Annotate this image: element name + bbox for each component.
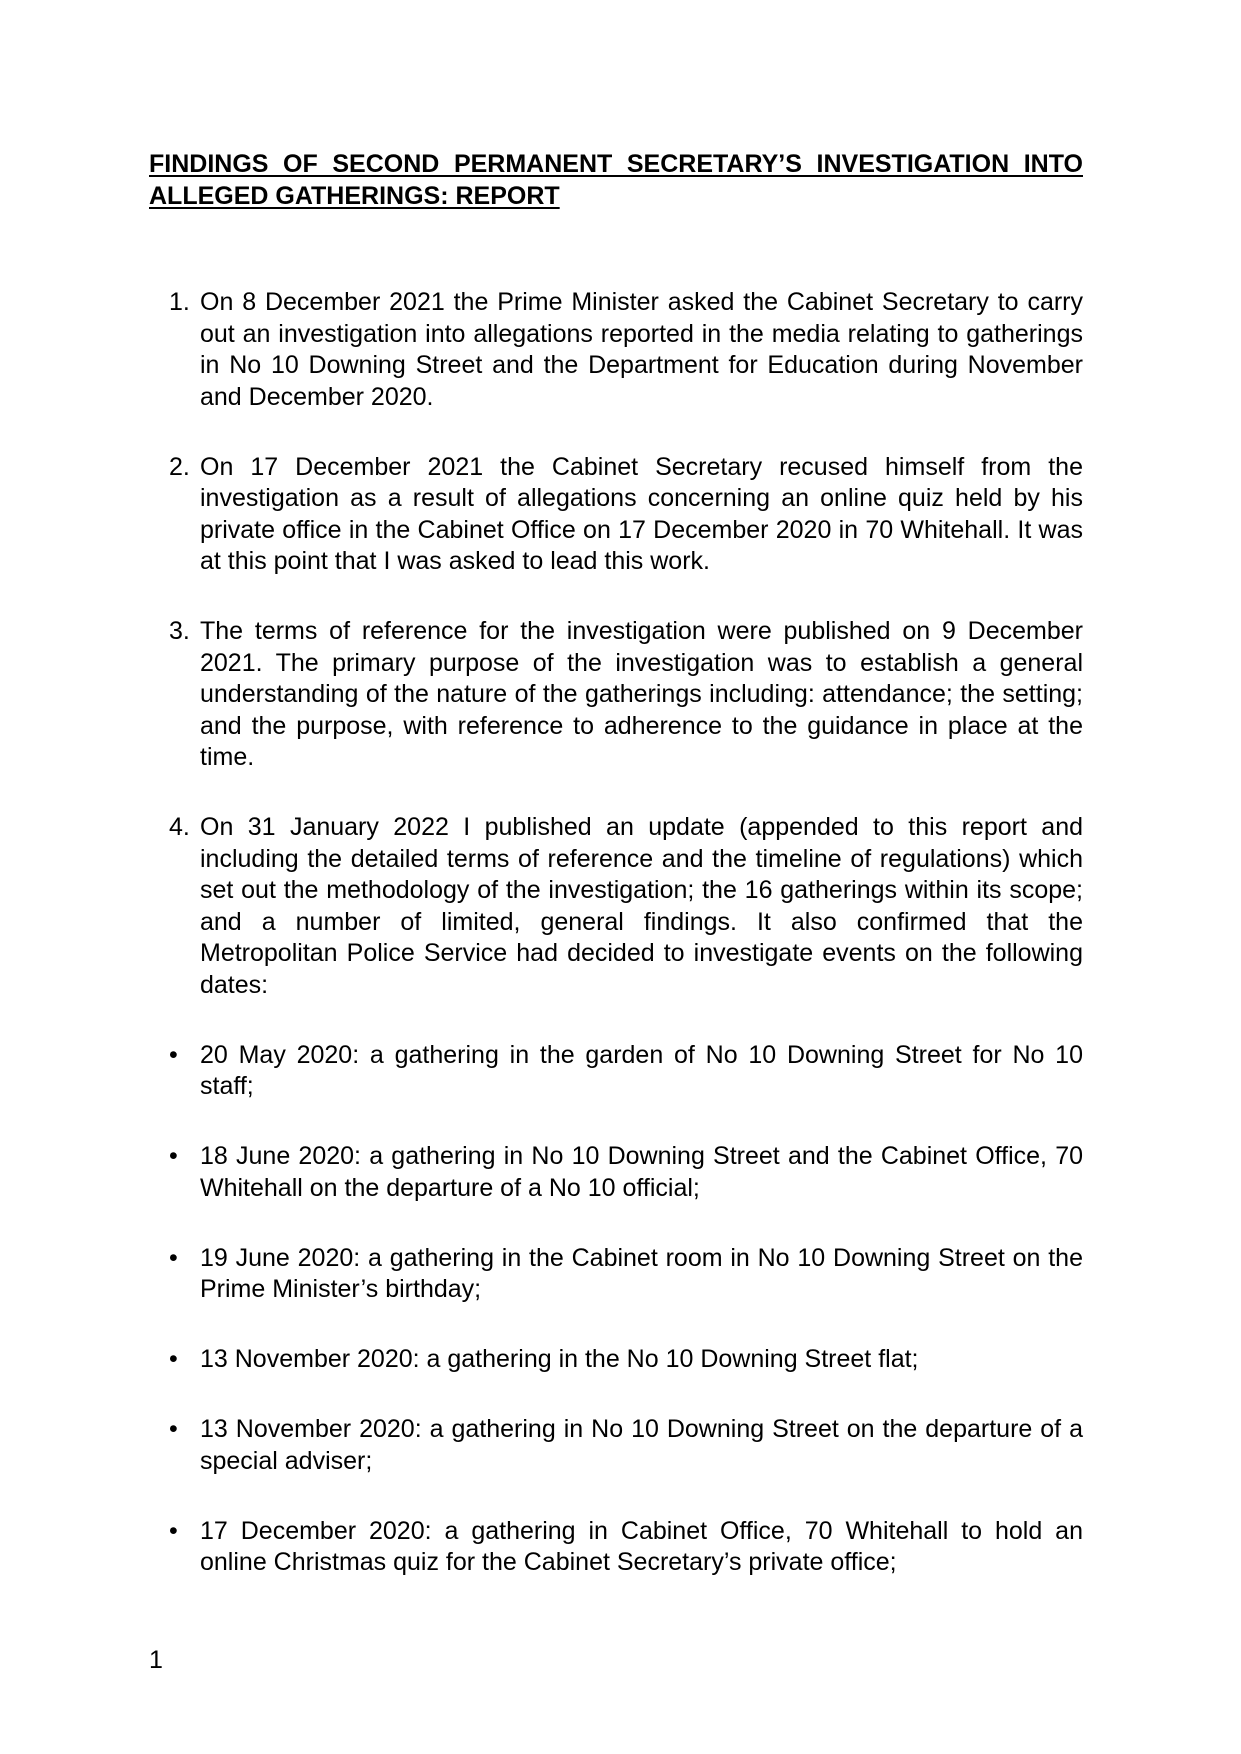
bullet-text: 20 May 2020: a gathering in the garden of No 10 Downing Street for No 10 staff; [200,1040,1083,1100]
page-title [149,149,1083,212]
paragraph-text: On 17 December 2021 the Cabinet Secretary recused himself from the investigation as a result of allegations concerning an online quiz held by his private office in the Cabinet Office on 17 December 2020 in 70 Whitehall. It was at this point that I was asked to lead this work. [200,452,1083,575]
numbered-paragraph [149,616,1083,774]
bullet-icon: • [169,1142,178,1170]
paragraph-number: 4. [169,813,190,841]
bullet-icon: • [169,1040,178,1069]
page-title-text: FINDINGS OF SECOND PERMANENT SECRETARY’S INVESTIGATION INTO ALLEGED GATHERINGS: REPORT [149,150,1083,210]
numbered-paragraph [149,452,1083,578]
bullet-list [149,1040,1083,1579]
bullet-text: 13 November 2020: a gathering in the No 10 Downing Street flat; [200,1345,919,1373]
bullet-item [149,1040,1083,1103]
numbered-paragraph [149,812,1083,1001]
bullet-item [149,1344,1083,1376]
page-content [149,149,1083,1617]
bullet-text: 19 June 2020: a gathering in the Cabinet room in No 10 Downing Street on the Prime Minister’s birthday; [200,1243,1083,1303]
numbered-paragraph [149,287,1083,413]
bullet-item [149,1414,1083,1477]
bullet-item [149,1516,1083,1579]
paragraph-number: 1. [169,288,190,316]
bullet-icon: • [169,1243,178,1272]
bullet-text: 13 November 2020: a gathering in No 10 Downing Street on the departure of a special adviser; [200,1415,1083,1475]
bullet-item [149,1243,1083,1306]
paragraph-text: The terms of reference for the investigation were published on 9 December 2021. The primary purpose of the investigation was to establish a general understanding of the nature of the gatherings including: attendance; the setting; and the purpose, with reference to adherence to the guidance in place at the time. [200,617,1083,771]
numbered-paragraphs [149,287,1083,1001]
page-number: 1 [149,1646,163,1674]
paragraph-text: On 8 December 2021 the Prime Minister asked the Cabinet Secretary to carry out an investigation into allegations reported in the media relating to gatherings in No 10 Downing Street and the Department for Education during November and December 2020. [200,288,1083,411]
bullet-icon: • [169,1516,178,1545]
bullet-icon: • [169,1415,178,1443]
bullet-item [149,1141,1083,1204]
bullet-icon: • [169,1345,178,1373]
paragraph-number: 2. [169,452,190,481]
paragraph-text: On 31 January 2022 I published an update (appended to this report and including the detailed terms of reference and the timeline of regulations) which set out the methodology of the investigation; the 16 gatherings within its scope; and a number of limited, general findings. It also confirmed that the Metropolitan Police Service had decided to investigate events on the following dates: [200,813,1083,999]
paragraph-number: 3. [169,617,190,645]
bullet-text: 18 June 2020: a gathering in No 10 Downing Street and the Cabinet Office, 70 Whitehall on the departure of a No 10 official; [200,1142,1083,1202]
bullet-text: 17 December 2020: a gathering in Cabinet Office, 70 Whitehall to hold an online Christmas quiz for the Cabinet Secretary’s private office; [200,1516,1083,1576]
